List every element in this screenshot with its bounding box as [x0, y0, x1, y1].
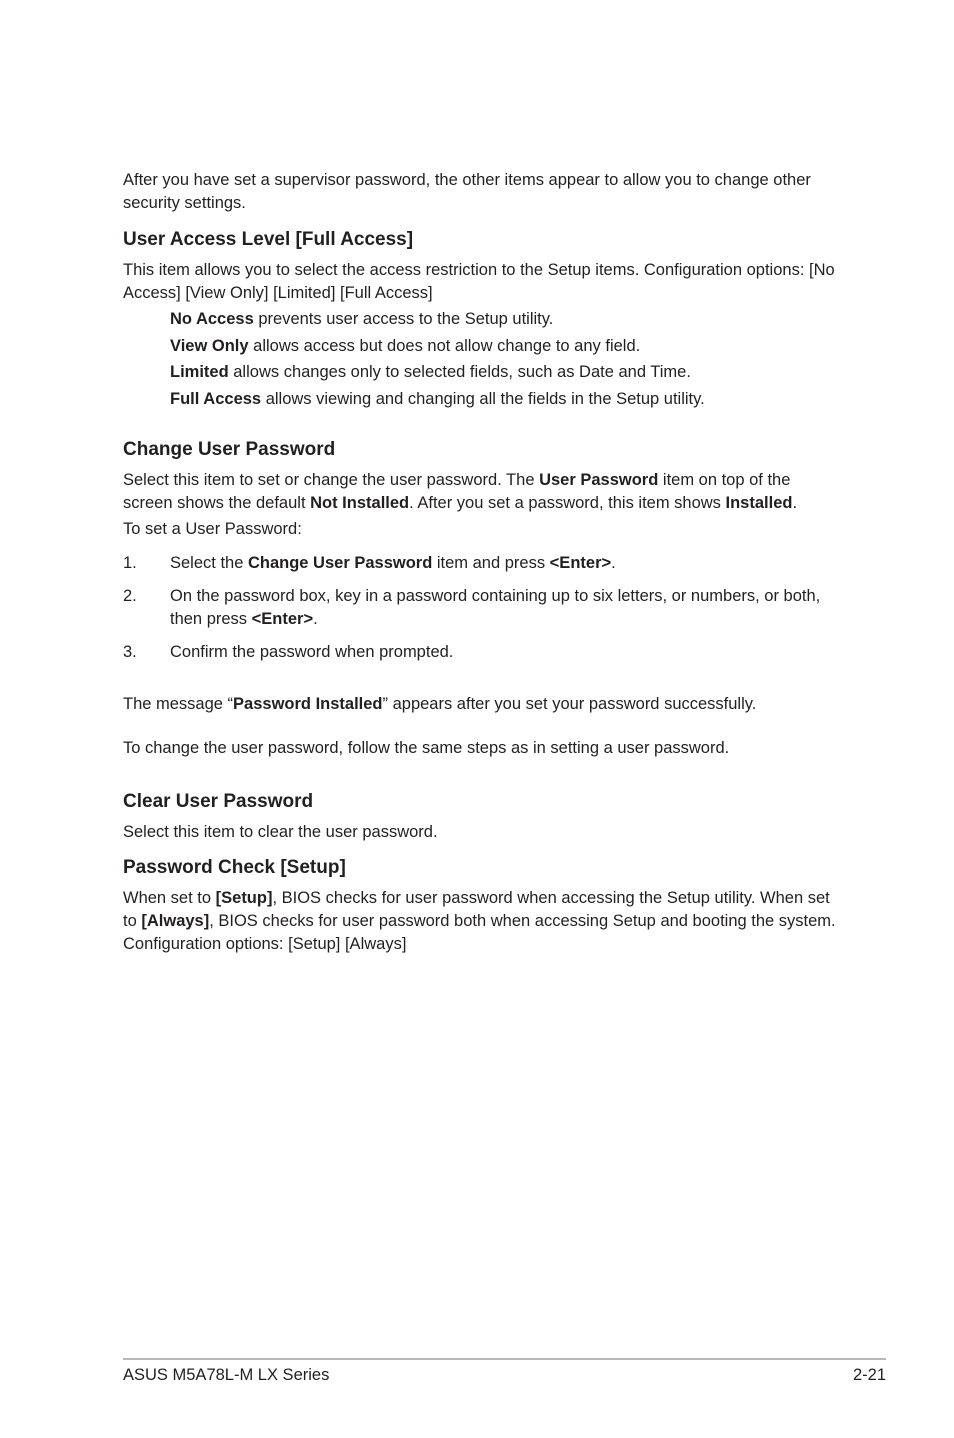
option-no-access	[170, 308, 553, 330]
step-number: 1.	[123, 554, 137, 572]
text-run: , BIOS checks for user password when accessing the Setup utility. When set to	[123, 889, 830, 930]
clear-password-heading: Clear User Password	[123, 791, 314, 812]
text-run: Select this item to set or change the user password. The	[123, 471, 540, 489]
option-view-only	[170, 335, 640, 357]
set-password-intro: To set a User Password:	[123, 520, 302, 538]
password-installed-message	[123, 693, 843, 716]
clear-password-description: Select this item to clear the user password.	[123, 823, 438, 841]
step-number: 3.	[123, 643, 137, 661]
step-number: 2.	[123, 587, 137, 605]
footer-divider	[123, 1358, 886, 1360]
option-term: Full Access	[170, 390, 262, 408]
change-password-heading: Change User Password	[123, 439, 336, 460]
text-run: item on top of the screen shows the default	[123, 471, 791, 512]
text-run-bold: User Password	[539, 471, 659, 489]
option-term: Limited	[170, 363, 229, 381]
password-check-description	[123, 887, 843, 956]
text-run: .	[611, 554, 616, 572]
text-run: On the password box, key in a password containing up to six letters, or numbers, or both, then press	[170, 587, 821, 628]
text-run: .	[313, 610, 318, 628]
password-check-heading: Password Check [Setup]	[123, 857, 346, 878]
text-run: .	[792, 494, 798, 512]
user-access-heading: User Access Level [Full Access]	[123, 229, 414, 250]
change-password-description	[123, 469, 843, 515]
text-run-bold: [Setup]	[215, 889, 273, 907]
text-run-bold: Change User Password	[247, 554, 433, 572]
user-access-description: This item allows you to select the access restriction to the Setup items. Configuration options: [No Access] [View Only] [Limited] [Full Access]	[123, 261, 835, 302]
text-run-bold: Password Installed	[233, 695, 383, 713]
change-password-note: To change the user password, follow the same steps as in setting a user password.	[123, 739, 730, 757]
step-text	[170, 585, 830, 631]
text-run: ” appears after you set your password successfully.	[382, 695, 757, 713]
text-run-bold: [Always]	[141, 912, 210, 930]
step-text: Confirm the password when prompted.	[170, 643, 454, 661]
footer-product-name: ASUS M5A78L-M LX Series	[123, 1366, 330, 1384]
text-run: The message “	[123, 695, 234, 713]
text-run-bold: <Enter>	[549, 554, 612, 572]
option-text: allows viewing and changing all the fields in the Setup utility.	[261, 390, 705, 408]
text-run: Select the	[170, 554, 248, 572]
step-text	[170, 552, 830, 575]
text-run: , BIOS checks for user password both when accessing Setup and booting the system. Configuration options: [Setup] [Always]	[123, 912, 836, 953]
text-run-bold: <Enter>	[251, 610, 314, 628]
option-limited	[170, 361, 691, 383]
text-run: item and press	[432, 554, 550, 572]
text-run-bold: Installed	[725, 494, 793, 512]
option-text: prevents user access to the Setup utility.	[253, 310, 554, 328]
option-full-access	[170, 388, 705, 410]
option-term: No Access	[170, 310, 254, 328]
text-run-bold: Not Installed	[310, 494, 410, 512]
option-text: allows changes only to selected fields, such as Date and Time.	[228, 363, 691, 381]
footer-page-number: 2-21	[852, 1366, 886, 1384]
option-term: View Only	[170, 337, 249, 355]
intro-paragraph: After you have set a supervisor password, the other items appear to allow you to change other security settings.	[123, 171, 811, 212]
text-run: . After you set a password, this item shows	[409, 494, 726, 512]
option-text: allows access but does not allow change to any field.	[248, 337, 641, 355]
text-run: When set to	[123, 889, 216, 907]
